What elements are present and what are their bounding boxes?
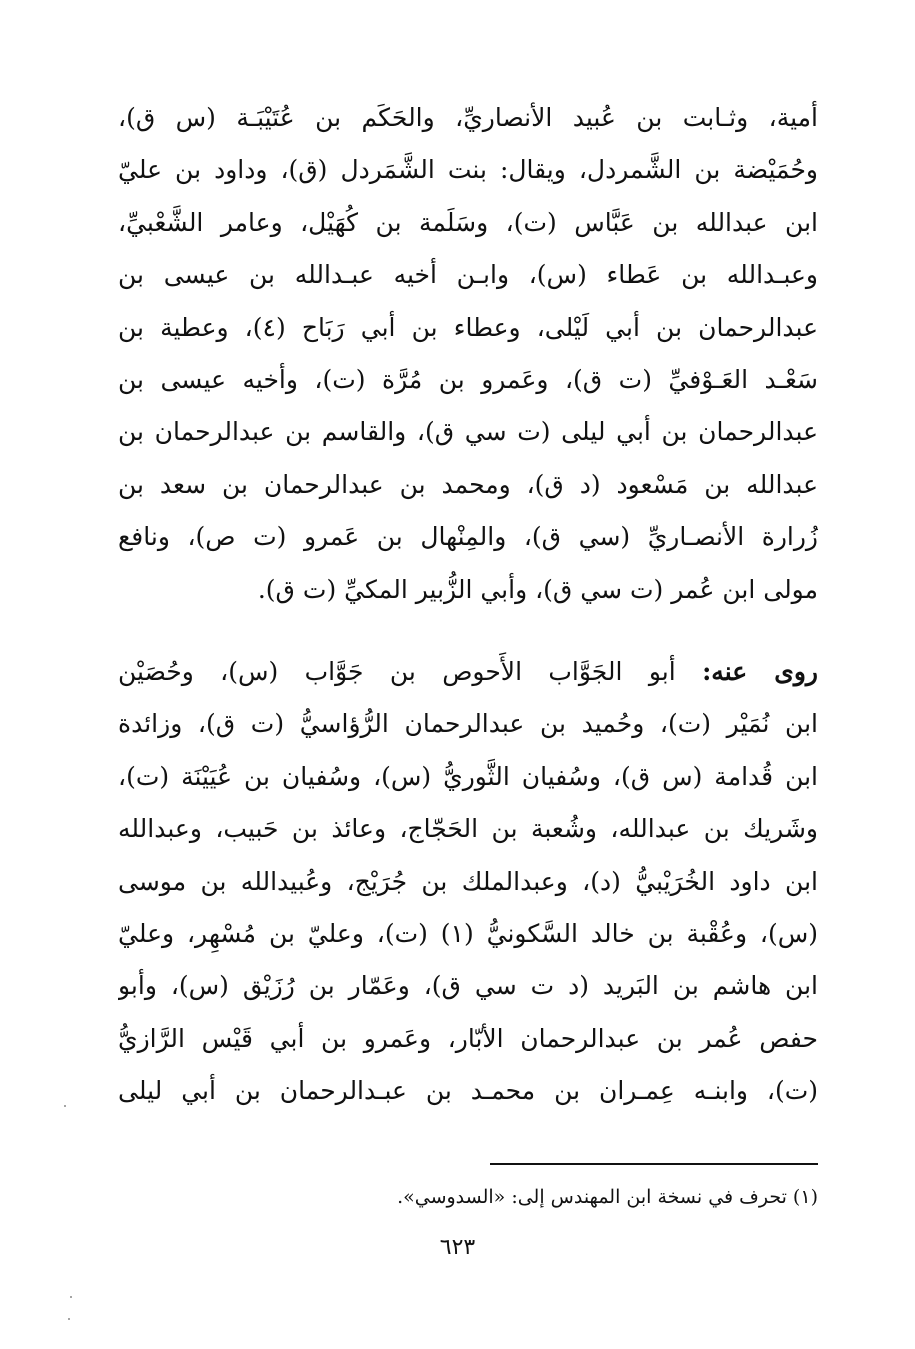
text-line: عبدالرحمان بن أبي ليلى (ت سي ق)، والقاسم بن عبدالرحمان بن — [118, 417, 818, 447]
text-line: زُرارة الأنصـاريِّ (سي ق)، والمِنْهال بن عَمرو (ت ص)، ونافع — [118, 522, 818, 552]
paragraph-students — [118, 646, 818, 1118]
scan-speck — [70, 1296, 72, 1298]
text-line: ابن قُدامة (س ق)، وسُفيان الثَّوريُّ (س)، وسُفيان بن عُيَيْنَة (ت)، — [118, 761, 818, 791]
text-line: عبدالله بن مَسْعود (د ق)، ومحمد بن عبدالرحمان بن سعد بن — [118, 469, 818, 499]
text-line: ابن داود الخُرَيْبيُّ (د)، وعبدالملك بن جُرَيْج، وعُبيدالله بن موسى — [118, 866, 818, 896]
footnote-separator — [490, 1163, 818, 1165]
text-line-rest: أبو الجَوَّاب الأَحوص بن جَوَّاب (س)، وحُصَيْن — [118, 657, 703, 686]
text-line: وحُمَيْضة بن الشَّمردل، ويقال: بنت الشَّمَردل (ق)، وداود بن عليّ — [118, 155, 818, 185]
footnote: (١) تحرف في نسخة ابن المهندس إلى: «السدوسي». — [397, 1186, 818, 1208]
text-line: مولى ابن عُمر (ت سي ق)، وأبي الزُّبير المكيِّ (ت ق). — [257, 574, 818, 604]
text-line: (س)، وعُقْبة بن خالد السَّكونيُّ (١) (ت)، وعليّ بن مُسْهِر، وعليّ — [118, 918, 818, 948]
text-line: حفص عُمر بن عبدالرحمان الأبّار، وعَمرو بن أبي قَيْس الرَّازيُّ — [118, 1023, 818, 1053]
scan-speck — [68, 1318, 70, 1320]
paragraph-teachers — [118, 92, 818, 616]
text-line: ابن نُمَيْر (ت)، وحُميد بن عبدالرحمان الرُّؤاسيُّ (ت ق)، وزائدة — [118, 709, 818, 739]
text-line: ابن هاشم بن البَريد (د ت سي ق)، وعَمّار بن رُزَيْق (س)، وأبو — [118, 971, 818, 1001]
text-line: (ت)، وابنـه عِمـران بن محمـد بن عبـدالرحمان بن أبي ليلى — [118, 1076, 818, 1106]
scan-speck — [64, 1105, 66, 1107]
page-number: ٦٢٣ — [439, 1235, 476, 1260]
section-lead: روى عنه: — [702, 657, 818, 686]
text-line: عبدالرحمان بن أبي لَيْلى، وعطاء بن أبي رَبَاح (٤)، وعطية بن — [118, 312, 818, 342]
text-line: وعبـدالله بن عَطاء (س)، وابـن أخيه عبـدالله بن عيسى بن — [118, 260, 818, 290]
text-line: وشَريك بن عبدالله، وشُعبة بن الحَجّاج، وعائذ بن حَبيب، وعبدالله — [118, 814, 818, 844]
text-line-first — [118, 646, 818, 698]
text-line: ابن عبدالله بن عَبَّاس (ت)، وسَلَمة بن كُهَيْل، وعامر الشَّعْبيِّ، — [118, 207, 818, 237]
text-line: أمية، وثـابت بن عُبيد الأنصاريِّ، والحَكَم بن عُتَيْبَـة (س ق)، — [118, 103, 818, 132]
text-line: سَعْـد العَـوْفيِّ (ت ق)، وعَمرو بن مُرَّة (ت)، وأخيه عيسى بن — [118, 364, 818, 394]
